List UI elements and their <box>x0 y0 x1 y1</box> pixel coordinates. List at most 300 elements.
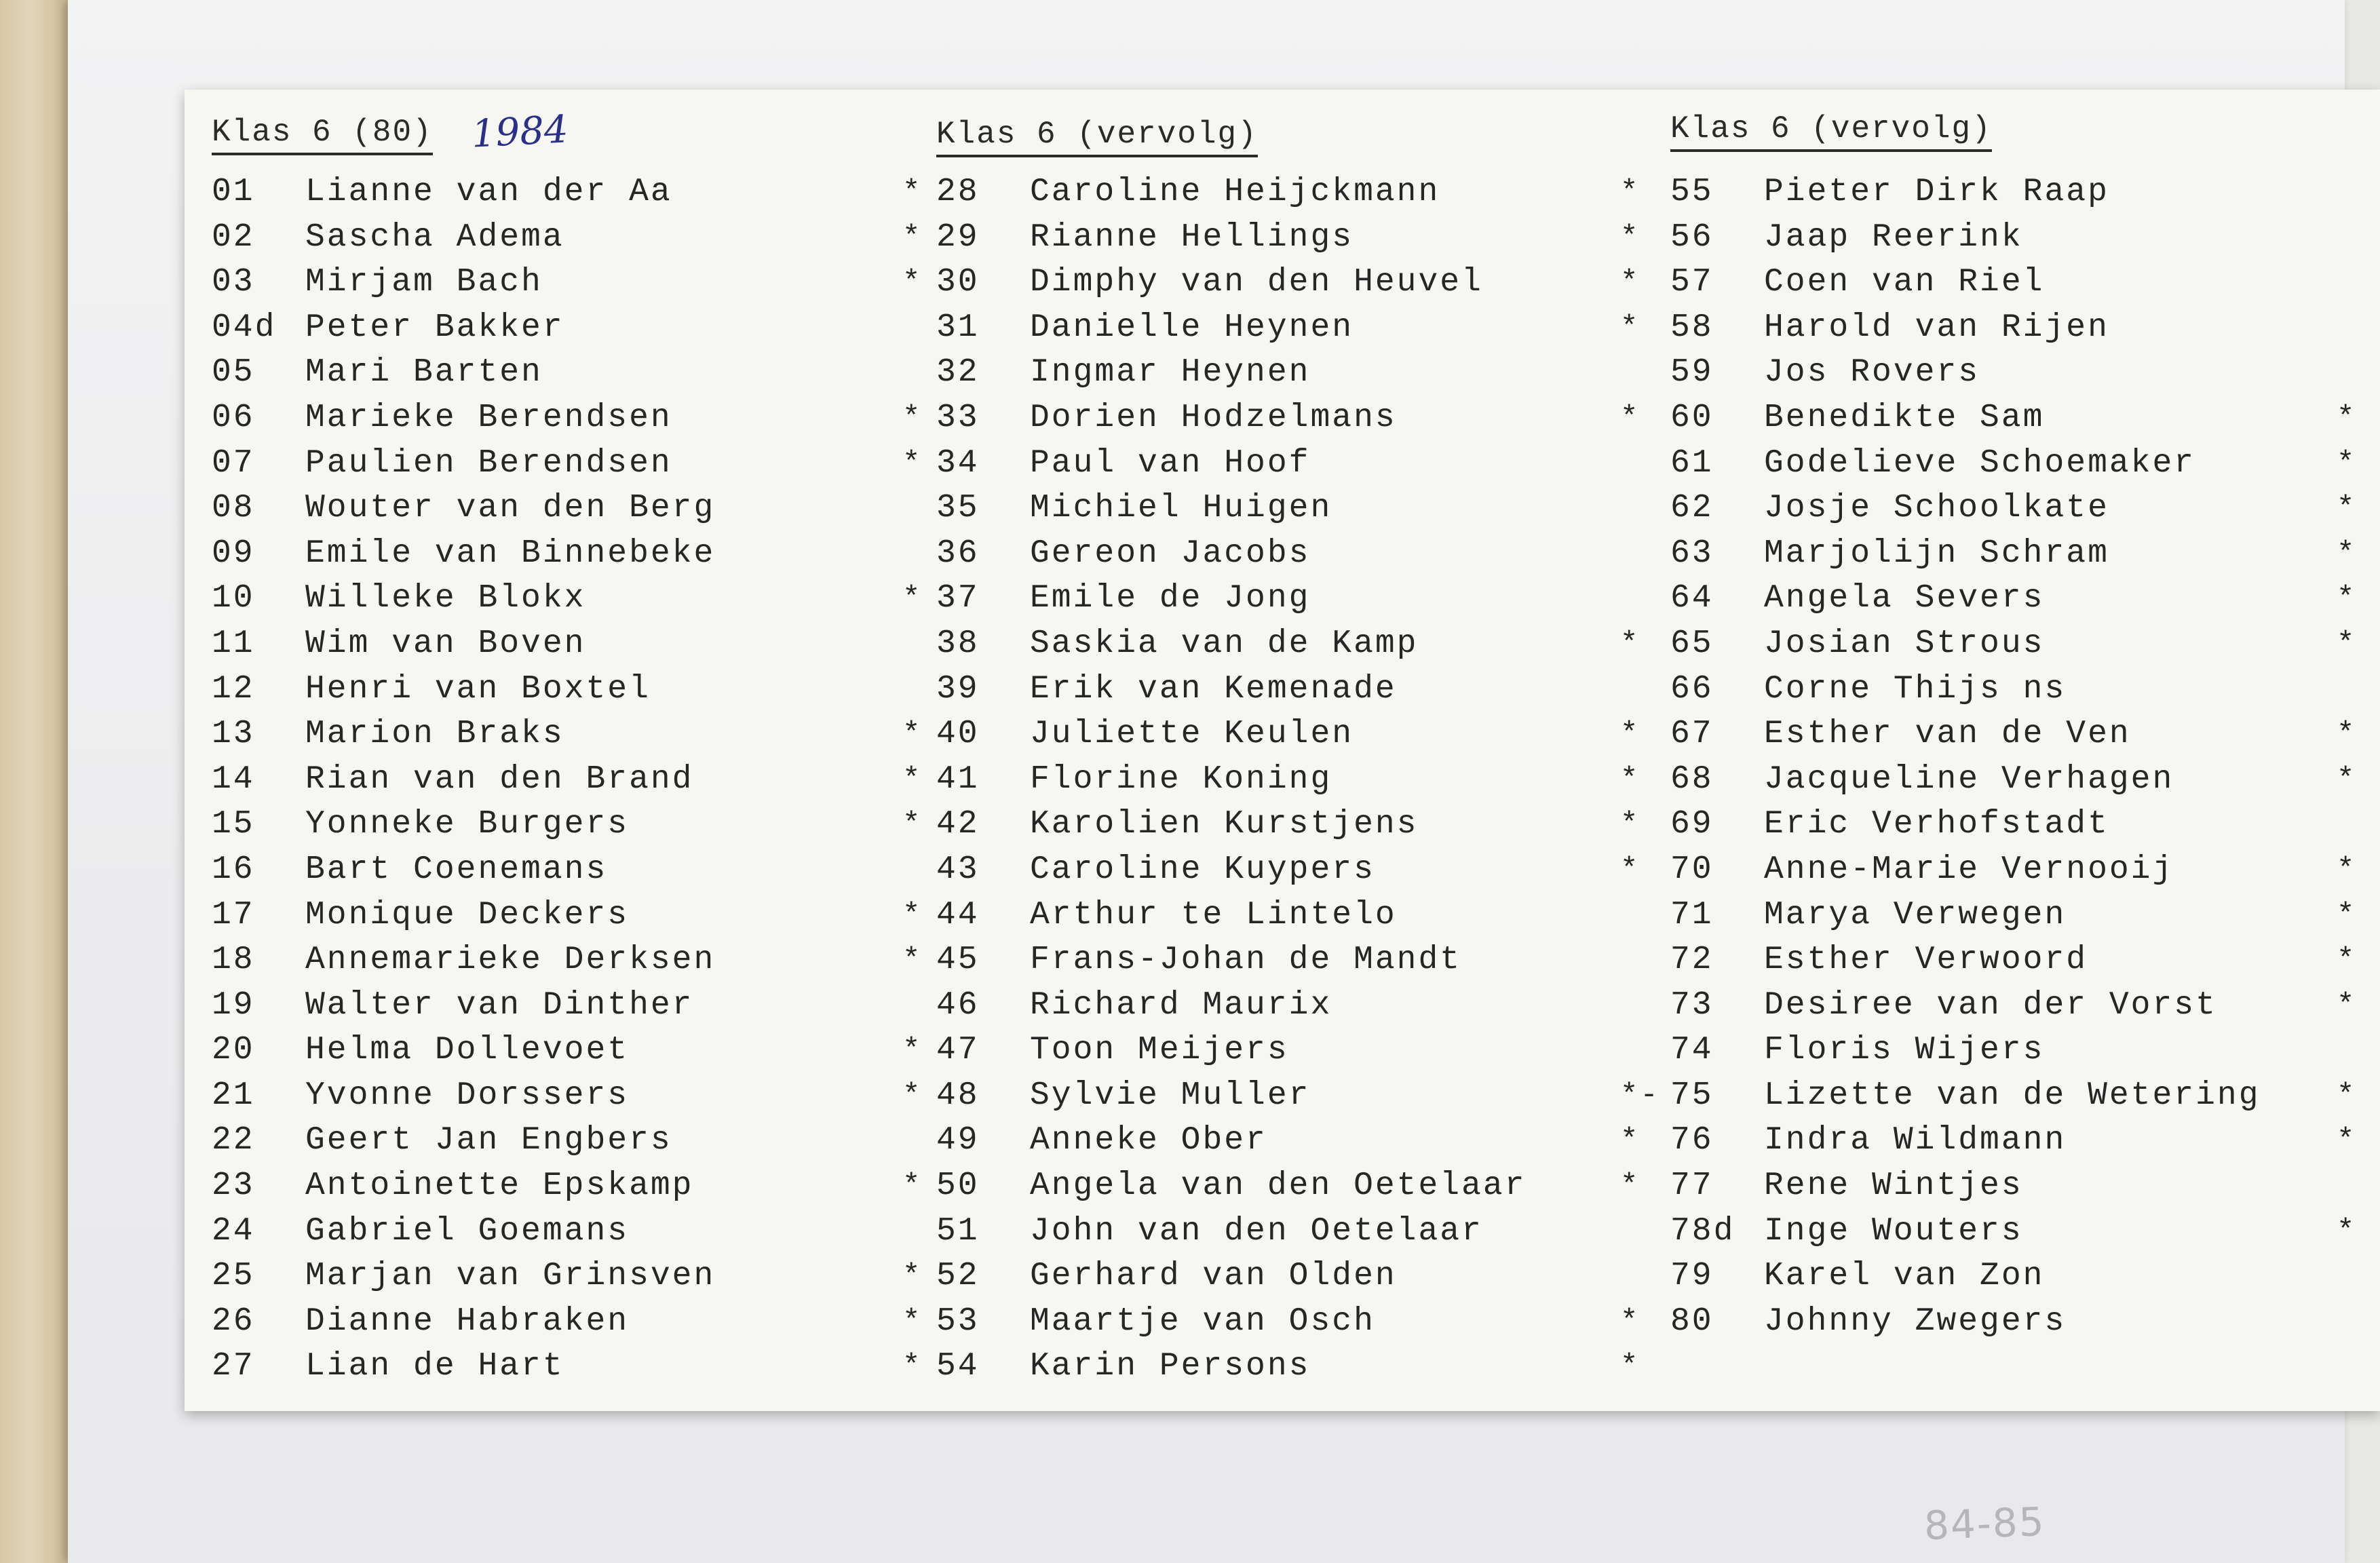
student-row <box>936 486 1628 531</box>
student-row <box>1670 395 2376 441</box>
student-name: Eric Verhofstadt <box>1764 806 2109 843</box>
student-number: 76 <box>1670 1122 1714 1159</box>
student-row <box>212 305 951 351</box>
student-row <box>212 170 951 215</box>
asterisk-mark: * <box>1620 852 1640 887</box>
student-row <box>1670 667 2376 712</box>
student-row <box>936 802 1640 847</box>
student-number: 51 <box>936 1212 980 1250</box>
student-row <box>936 1254 1628 1299</box>
student-name: Yonneke Burgers <box>305 806 630 843</box>
student-row <box>212 395 951 441</box>
student-name: Gerhard van Olden <box>1030 1258 1397 1295</box>
student-number: 13 <box>212 716 255 753</box>
student-name: Paulien Berendsen <box>305 444 672 482</box>
student-number: 33 <box>936 399 980 436</box>
student-number: 35 <box>936 490 980 527</box>
student-number: 30 <box>936 264 980 301</box>
student-name: Yvonne Dorssers <box>305 1077 630 1114</box>
asterisk-mark: * <box>902 1349 923 1384</box>
student-row <box>936 938 1628 983</box>
student-name: Monique Deckers <box>305 896 630 933</box>
asterisk-mark: * <box>2337 1214 2357 1248</box>
student-number: 15 <box>212 806 255 843</box>
handwritten-year: 1984 <box>470 107 570 157</box>
student-row <box>1670 531 2376 577</box>
column-header-1 <box>212 106 569 167</box>
student-number: 08 <box>212 490 255 527</box>
student-number: 20 <box>212 1032 255 1069</box>
student-number: 36 <box>936 535 980 572</box>
student-row <box>936 1344 1640 1389</box>
student-row <box>1670 260 2376 305</box>
student-number: 40 <box>936 716 980 753</box>
student-row <box>1670 1299 2376 1345</box>
asterisk-mark: * <box>1620 220 1640 254</box>
student-number: 18 <box>212 942 255 979</box>
student-number: 31 <box>936 309 980 346</box>
student-list <box>212 170 951 1389</box>
student-list <box>1670 170 2376 1344</box>
student-row <box>936 305 1640 351</box>
student-name: Rene Wintjes <box>1764 1168 2023 1205</box>
student-row <box>212 576 951 621</box>
student-number: 12 <box>212 670 255 708</box>
asterisk-mark: * <box>902 220 923 254</box>
student-name: Michiel Huigen <box>1030 490 1332 527</box>
asterisk-mark: * <box>1620 310 1640 345</box>
student-number: 04d <box>212 309 277 346</box>
student-name: Lianne van der Aa <box>305 174 672 210</box>
student-number: 69 <box>1670 806 1714 843</box>
student-number: 65 <box>1670 625 1714 662</box>
asterisk-mark: * <box>1620 807 1640 842</box>
student-number: 80 <box>1670 1302 1714 1340</box>
student-number: 53 <box>936 1302 980 1340</box>
student-row <box>1670 1118 2376 1163</box>
asterisk-mark: * <box>1620 1304 1640 1338</box>
student-number: 41 <box>936 760 980 798</box>
student-name: Bart Coenemans <box>305 851 608 888</box>
student-name: Erik van Kemenade <box>1030 670 1397 708</box>
student-name: Emile de Jong <box>1030 580 1311 617</box>
student-number: 52 <box>936 1258 980 1295</box>
student-row <box>212 1299 951 1345</box>
student-row <box>936 170 1640 215</box>
asterisk-mark: * <box>902 1078 923 1113</box>
student-number: 26 <box>212 1302 255 1340</box>
student-number: 37 <box>936 580 980 617</box>
student-name: Marjan van Grinsven <box>305 1258 716 1295</box>
student-name: Corne Thijs ns <box>1764 670 2067 708</box>
student-row <box>936 1118 1640 1163</box>
student-name: Emile van Binnebeke <box>305 535 716 572</box>
student-name: Josje Schoolkate <box>1764 490 2109 527</box>
student-number: 11 <box>212 625 255 662</box>
student-row <box>212 486 951 531</box>
student-number: 56 <box>1670 218 1714 256</box>
student-name: Walter van Dinther <box>305 986 694 1024</box>
student-number: 42 <box>936 806 980 843</box>
student-name: Caroline Heijckmann <box>1030 174 1440 210</box>
column-header-2 <box>936 117 1258 178</box>
student-name: Inge Wouters <box>1764 1212 2023 1250</box>
student-number: 38 <box>936 625 980 662</box>
asterisk-mark: * <box>2337 536 2357 571</box>
student-name: Helma Dollevoet <box>305 1032 630 1069</box>
asterisk-mark: * <box>902 807 923 842</box>
asterisk-mark: * <box>902 446 923 480</box>
student-name: Willeke Blokx <box>305 580 586 617</box>
student-row <box>936 1163 1640 1209</box>
student-number: 75 <box>1670 1077 1714 1114</box>
student-number: 34 <box>936 444 980 482</box>
student-name: Marya Verwegen <box>1764 896 2067 933</box>
student-name: Toon Meijers <box>1030 1032 1289 1069</box>
student-number: 49 <box>936 1122 980 1159</box>
student-name: Annemarieke Derksen <box>305 942 716 979</box>
asterisk-mark: * <box>2337 943 2357 978</box>
student-name: Karin Persons <box>1030 1348 1311 1385</box>
student-number: 59 <box>1670 354 1714 391</box>
student-row <box>212 757 951 803</box>
student-number: 25 <box>212 1258 255 1295</box>
student-name: John van den Oetelaar <box>1030 1212 1483 1250</box>
student-number: 27 <box>212 1348 255 1385</box>
student-name: Rianne Hellings <box>1030 218 1354 256</box>
student-number: 19 <box>212 986 255 1024</box>
asterisk-mark: * <box>2337 1078 2357 1113</box>
student-row <box>1670 847 2376 893</box>
student-name: Marjolijn Schram <box>1764 535 2109 572</box>
student-number: 60 <box>1670 399 1714 436</box>
student-name: Desiree van der Vorst <box>1764 986 2217 1024</box>
asterisk-mark: * <box>1620 400 1640 435</box>
asterisk-mark: * <box>902 175 923 209</box>
student-name: Lizette van de Wetering <box>1764 1077 2261 1114</box>
asterisk-mark: * <box>2337 852 2357 887</box>
asterisk-mark: * <box>1620 175 1640 209</box>
asterisk-mark: * <box>2337 626 2357 661</box>
student-row <box>1670 1028 2376 1073</box>
student-name: Gereon Jacobs <box>1030 535 1311 572</box>
student-row <box>936 667 1628 712</box>
asterisk-mark: * <box>2337 1123 2357 1158</box>
asterisk-mark: * <box>1620 1349 1640 1384</box>
student-number: 24 <box>212 1212 255 1250</box>
student-number: 73 <box>1670 986 1714 1024</box>
student-row <box>936 1028 1628 1073</box>
wooden-surface <box>0 0 68 1563</box>
student-name: Dimphy van den Heuvel <box>1030 264 1483 301</box>
student-row <box>212 260 951 305</box>
student-row <box>1670 757 2376 803</box>
student-name: Peter Bakker <box>305 309 564 346</box>
student-number: 68 <box>1670 760 1714 798</box>
column-heading: Klas 6 (vervolg) <box>936 117 1258 157</box>
student-row <box>212 621 951 667</box>
student-list <box>936 170 1660 1389</box>
student-number: 10 <box>212 580 255 617</box>
student-name: Wouter van den Berg <box>305 490 716 527</box>
student-number: 64 <box>1670 580 1714 617</box>
student-row <box>1670 486 2376 531</box>
column-heading: Klas 6 (vervolg) <box>1670 111 1992 152</box>
student-name: Antoinette Epskamp <box>305 1168 694 1205</box>
student-name: Marion Braks <box>305 716 564 753</box>
student-number: 39 <box>936 670 980 708</box>
student-number: 21 <box>212 1077 255 1114</box>
student-number: 72 <box>1670 942 1714 979</box>
student-row <box>212 667 951 712</box>
student-name: Sylvie Muller <box>1030 1077 1311 1114</box>
asterisk-mark: * <box>902 1169 923 1203</box>
student-number: 23 <box>212 1168 255 1205</box>
class-list-card <box>185 90 2380 1411</box>
student-name: Marieke Berendsen <box>305 399 672 436</box>
student-name: Mari Barten <box>305 354 543 391</box>
student-number: 14 <box>212 760 255 798</box>
student-name: Jos Rovers <box>1764 354 1980 391</box>
student-name: Esther Verwoord <box>1764 942 2088 979</box>
student-row <box>1670 893 2376 938</box>
student-row <box>212 1073 951 1119</box>
student-row <box>936 893 1628 938</box>
student-name: Maartje van Osch <box>1030 1302 1375 1340</box>
student-name: Henri van Boxtel <box>305 670 651 708</box>
asterisk-mark: * <box>902 400 923 435</box>
student-number: 57 <box>1670 264 1714 301</box>
student-number: 71 <box>1670 896 1714 933</box>
asterisk-mark: * <box>2337 491 2357 526</box>
student-number: 45 <box>936 942 980 979</box>
student-name: Josian Strous <box>1764 625 2045 662</box>
student-row <box>1670 1209 2376 1254</box>
student-row <box>936 395 1640 441</box>
asterisk-mark: * <box>2337 400 2357 435</box>
student-row <box>936 1209 1628 1254</box>
asterisk-mark: *- <box>1620 1078 1660 1113</box>
student-row <box>936 260 1640 305</box>
student-name: Coen van Riel <box>1764 264 2045 301</box>
student-row <box>936 531 1628 577</box>
student-name: Benedikte Sam <box>1764 399 2045 436</box>
student-number: 62 <box>1670 490 1714 527</box>
pencil-note: 84-85 <box>1923 1498 2046 1549</box>
student-name: Jacqueline Verhagen <box>1764 760 2174 798</box>
asterisk-mark: * <box>2337 762 2357 796</box>
student-number: 09 <box>212 535 255 572</box>
student-row <box>936 576 1628 621</box>
student-row <box>212 712 951 757</box>
asterisk-mark: * <box>2337 581 2357 616</box>
student-name: Johnny Zwegers <box>1764 1302 2067 1340</box>
student-name: Frans-Johan de Mandt <box>1030 942 1462 979</box>
student-number: 06 <box>212 399 255 436</box>
student-row <box>212 983 951 1028</box>
student-row <box>1670 441 2376 486</box>
student-row <box>212 350 951 395</box>
student-name: Caroline Kuypers <box>1030 851 1375 888</box>
student-number: 01 <box>212 174 255 210</box>
student-name: Sascha Adema <box>305 218 564 256</box>
student-number: 67 <box>1670 716 1714 753</box>
student-number: 44 <box>936 896 980 933</box>
student-row <box>936 441 1628 486</box>
student-number: 70 <box>1670 851 1714 888</box>
student-row <box>1670 576 2376 621</box>
student-row <box>212 893 951 938</box>
student-row <box>936 350 1628 395</box>
asterisk-mark: * <box>2337 717 2357 752</box>
asterisk-mark: * <box>1620 1123 1640 1158</box>
student-row <box>1670 983 2376 1028</box>
asterisk-mark: * <box>902 1033 923 1068</box>
student-row <box>212 1028 951 1073</box>
student-number: 55 <box>1670 174 1714 210</box>
student-row <box>936 847 1640 893</box>
asterisk-mark: * <box>1620 265 1640 300</box>
asterisk-mark: * <box>1620 626 1640 661</box>
column-header-3 <box>1670 111 1992 172</box>
student-name: Pieter Dirk Raap <box>1764 174 2109 210</box>
student-name: Lian de Hart <box>305 1348 564 1385</box>
asterisk-mark: * <box>1620 717 1640 752</box>
student-name: Anneke Ober <box>1030 1122 1267 1159</box>
student-row <box>212 938 951 983</box>
student-row <box>212 847 951 893</box>
album-page <box>68 0 2357 1563</box>
student-name: Godelieve Schoemaker <box>1764 444 2196 482</box>
student-number: 50 <box>936 1168 980 1205</box>
student-number: 43 <box>936 851 980 888</box>
student-name: Saskia van de Kamp <box>1030 625 1419 662</box>
student-name: Juliette Keulen <box>1030 716 1354 753</box>
student-row <box>212 1118 951 1163</box>
student-name: Indra Wildmann <box>1764 1122 2067 1159</box>
student-number: 48 <box>936 1077 980 1114</box>
student-number: 58 <box>1670 309 1714 346</box>
student-row <box>1670 1073 2376 1119</box>
student-name: Dianne Habraken <box>305 1302 630 1340</box>
asterisk-mark: * <box>2337 898 2357 932</box>
student-row <box>936 983 1628 1028</box>
student-row <box>1670 802 2376 847</box>
student-number: 79 <box>1670 1258 1714 1295</box>
student-number: 28 <box>936 174 980 210</box>
student-row <box>212 531 951 577</box>
student-name: Karolien Kurstjens <box>1030 806 1419 843</box>
student-name: Anne-Marie Vernooij <box>1764 851 2174 888</box>
student-number: 29 <box>936 218 980 256</box>
student-row <box>1670 938 2376 983</box>
student-number: 61 <box>1670 444 1714 482</box>
student-number: 07 <box>212 444 255 482</box>
student-row <box>1670 1254 2376 1299</box>
student-name: Richard Maurix <box>1030 986 1332 1024</box>
asterisk-mark: * <box>2337 988 2357 1022</box>
student-number: 05 <box>212 354 255 391</box>
student-number: 47 <box>936 1032 980 1069</box>
student-name: Wim van Boven <box>305 625 586 662</box>
student-name: Karel van Zon <box>1764 1258 2045 1295</box>
asterisk-mark: * <box>902 943 923 978</box>
student-row <box>212 1254 951 1299</box>
student-name: Rian van den Brand <box>305 760 694 798</box>
student-row <box>936 621 1640 667</box>
student-row <box>936 757 1640 803</box>
student-name: Ingmar Heynen <box>1030 354 1311 391</box>
student-row <box>212 1209 951 1254</box>
student-number: 74 <box>1670 1032 1714 1069</box>
asterisk-mark: * <box>902 265 923 300</box>
asterisk-mark: * <box>902 898 923 932</box>
student-name: Floris Wijers <box>1764 1032 2045 1069</box>
student-row <box>1670 215 2376 260</box>
student-number: 66 <box>1670 670 1714 708</box>
student-row <box>936 712 1640 757</box>
student-name: Arthur te Lintelo <box>1030 896 1397 933</box>
asterisk-mark: * <box>902 581 923 616</box>
student-row <box>212 1163 951 1209</box>
student-row <box>936 1299 1640 1345</box>
student-number: 22 <box>212 1122 255 1159</box>
student-row <box>212 802 951 847</box>
student-name: Geert Jan Engbers <box>305 1122 672 1159</box>
student-name: Paul van Hoof <box>1030 444 1311 482</box>
asterisk-mark: * <box>902 717 923 752</box>
student-row <box>936 215 1640 260</box>
student-name: Angela Severs <box>1764 580 2045 617</box>
student-name: Mirjam Bach <box>305 264 543 301</box>
column-heading: Klas 6 (80) <box>212 115 433 155</box>
student-name: Esther van de Ven <box>1764 716 2131 753</box>
student-name: Jaap Reerink <box>1764 218 2023 256</box>
student-row <box>1670 712 2376 757</box>
student-number: 17 <box>212 896 255 933</box>
student-row <box>1670 621 2376 667</box>
student-row <box>1670 305 2376 351</box>
student-row <box>212 441 951 486</box>
student-name: Harold van Rijen <box>1764 309 2109 346</box>
asterisk-mark: * <box>1620 1169 1640 1203</box>
student-name: Angela van den Oetelaar <box>1030 1168 1527 1205</box>
asterisk-mark: * <box>902 762 923 796</box>
student-number: 77 <box>1670 1168 1714 1205</box>
student-row <box>212 1344 951 1389</box>
asterisk-mark: * <box>902 1259 923 1294</box>
student-row <box>1670 1163 2376 1209</box>
student-number: 63 <box>1670 535 1714 572</box>
student-name: Gabriel Goemans <box>305 1212 630 1250</box>
student-name: Dorien Hodzelmans <box>1030 399 1397 436</box>
student-row <box>936 1073 1660 1119</box>
student-number: 03 <box>212 264 255 301</box>
student-row <box>1670 170 2376 215</box>
student-number: 02 <box>212 218 255 256</box>
student-row <box>212 215 951 260</box>
student-number: 16 <box>212 851 255 888</box>
asterisk-mark: * <box>902 1304 923 1338</box>
asterisk-mark: * <box>1620 762 1640 796</box>
student-name: Florine Koning <box>1030 760 1332 798</box>
student-row <box>1670 350 2376 395</box>
student-number: 54 <box>936 1348 980 1385</box>
student-number: 32 <box>936 354 980 391</box>
student-number: 78d <box>1670 1212 1735 1250</box>
student-name: Danielle Heynen <box>1030 309 1354 346</box>
asterisk-mark: * <box>2337 446 2357 480</box>
